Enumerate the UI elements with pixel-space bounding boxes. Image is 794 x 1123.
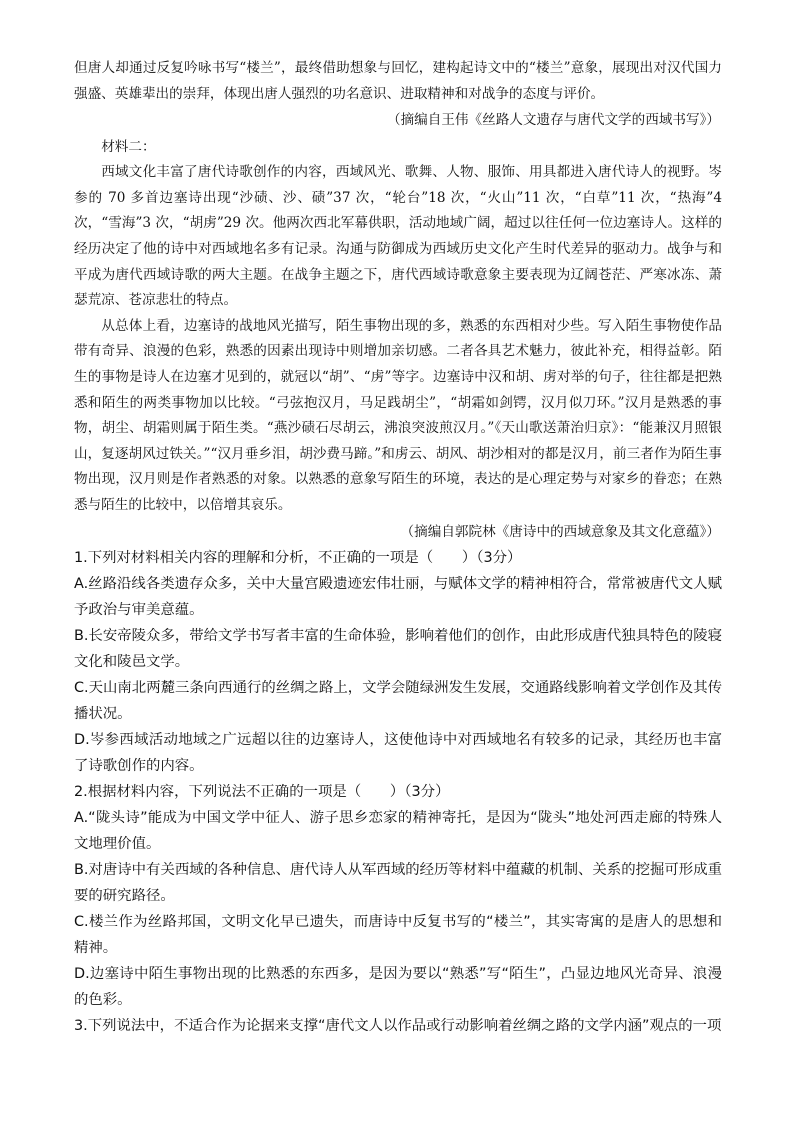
material-two-paragraph-1: 西域文化丰富了唐代诗歌创作的内容，西域风光、歌舞、人物、服饰、用具都进入唐代诗人的视野。岑参的 70 多首边塞诗出现“沙碛、沙、碛”37 次，“轮台”18 次，“火山”11 次，“白草”11 次，“热海”4 次，“雪海”3 次，“胡虏”29 次。他两次西北军幕供职，活动地域广阔，超过以往任何一位边塞诗人。这样的经历决定了他的诗中对西域地名多有记录。沟通与防御成为西域历史文化产生时代差异的驱动力。战争与和平成为唐代西域诗歌的两大主题。在战争主题之下，唐代西域诗歌意象主要表现为辽阔苍茫、严寒冰冻、萧瑟荒凉、苍凉悲壮的特点。 xyxy=(74,164,722,309)
question-3 xyxy=(74,1013,722,1039)
material-one-section xyxy=(74,56,722,133)
question-2-option-c[interactable]: C.楼兰作为丝路邦国，文明文化早已遗失，而唐诗中反复书写的“楼兰”，其实寄寓的是唐人的思想和精神。 xyxy=(74,913,722,956)
question-2-option-b[interactable]: B.对唐诗中有关西域的各种信息、唐代诗人从军西域的经历等材料中蕴藏的机制、关系的挖掘可形成重要的研究路径。 xyxy=(74,861,722,904)
material-two-paragraph-2: 从总体上看，边塞诗的战地风光描写，陌生事物出现的多，熟悉的东西相对少些。写入陌生事物使作品带有奇异、浪漫的色彩，熟悉的因素出现诗中则增加亲切感。二者各具艺术魅力，彼此补充，相得益彰。陌生的事物是诗人在边塞才见到的，就冠以“胡”、“虏”等字。边塞诗中汉和胡、虏对举的句子，往往都是把熟悉和陌生的两类事物加以比较。“弓弦抱汉月，马足践胡尘”，“胡霜如剑锷，汉月似刀环。”汉月是熟悉的事物，胡尘、胡霜则属于陌生类。“燕沙碛石尽胡云，沸浪突波煎汉月。”《天山歌送萧治归京》：“能兼汉月照银山，复逐胡风过铁关。”“汉月垂乡泪，胡沙费马蹄。”和虏云、胡风、胡沙相对的都是汉月，前三者作为陌生事物出现，汉月则是作者熟悉的对象。以熟悉的意象写陌生的环境，表达的是心理定势与对家乡的眷恋；在熟悉与陌生的比较中，以倍增其哀乐。 xyxy=(74,317,722,513)
question-1-option-a[interactable]: A.丝路沿线各类遗存众多，关中大量宫殿遗迹宏伟壮丽，与赋体文学的精神相符合，常常被唐代文人赋予政治与审美意蕴。 xyxy=(74,575,722,618)
material-two-section xyxy=(74,134,722,544)
question-3-stem: 3.下列说法中，不适合作为论据来支撑“唐代文人以作品或行动影响着丝绸之路的文学内涵”观点的一项 xyxy=(74,1017,722,1034)
question-1-option-b[interactable]: B.长安帝陵众多，带给文学书写者丰富的生命体验，影响着他们的创作，由此形成唐代独具特色的陵寝文化和陵邑文学。 xyxy=(74,627,722,670)
question-1 xyxy=(74,545,722,779)
material-one-source: （摘编自王伟《丝路人文遗存与唐代文学的西域书写》） xyxy=(386,112,720,129)
question-2 xyxy=(74,779,722,1013)
material-one-paragraph: 但唐人却通过反复吟咏书写“楼兰”，最终借助想象与回忆，建构起诗文中的“楼兰”意象，展现出对汉代国力强盛、英雄辈出的崇拜，体现出唐人强烈的功名意识、进取精神和对战争的态度与评价。 xyxy=(74,60,722,102)
question-1-option-d[interactable]: D.岑参西域活动地域之广远超以往的边塞诗人，这使他诗中对西域地名有较多的记录，其经历也丰富了诗歌创作的内容。 xyxy=(74,731,722,774)
question-1-option-c[interactable]: C.天山南北两麓三条向西通行的丝绸之路上，文学会随绿洲发生发展，交通路线影响着文学创作及其传播状况。 xyxy=(74,679,722,722)
question-2-option-a[interactable]: A.“陇头诗”能成为中国文学中征人、游子思乡恋家的精神寄托，是因为“陇头”地处河西走廊的特殊人文地理价值。 xyxy=(74,809,722,852)
question-1-stem: 1.下列对材料相关内容的理解和分析，不正确的一项是（ ）（3分） xyxy=(74,549,522,566)
questions-section xyxy=(74,545,722,1039)
question-2-option-d[interactable]: D.边塞诗中陌生事物出现的比熟悉的东西多，是因为要以“熟悉”写“陌生”，凸显边地风光奇异、浪漫的色彩。 xyxy=(74,965,722,1008)
question-2-stem: 2.根据材料内容，下列说法不正确的一项是（ ）（3分） xyxy=(74,783,450,800)
material-two-source: （摘编自郭院林《唐诗中的西域意象及其文化意蕴》） xyxy=(400,523,720,540)
material-two-heading: 材料二： xyxy=(101,139,156,156)
